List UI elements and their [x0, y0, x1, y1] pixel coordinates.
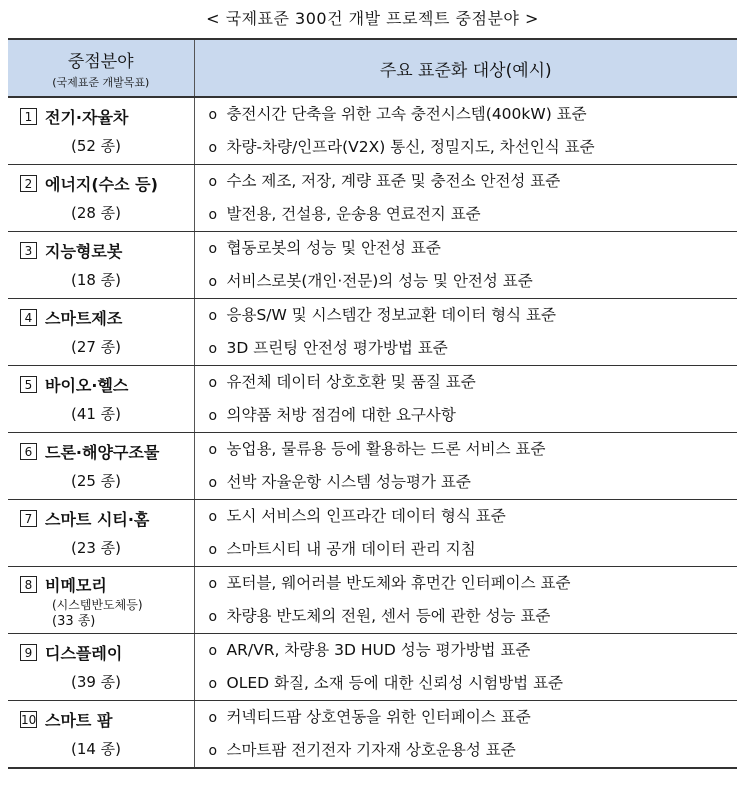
table-row: [8, 97, 737, 165]
standard-item-text: AR/VR, 차량용 3D HUD 성능 평가방법 표준: [226, 641, 531, 659]
standard-item: [195, 600, 738, 633]
target-count: (27 종): [70, 338, 122, 356]
focus-area-name: [20, 235, 194, 265]
table-row: [8, 500, 737, 567]
area-number-box: 8: [20, 576, 37, 593]
target-count: (28 종): [70, 204, 122, 222]
area-number-box: 5: [20, 376, 37, 393]
area-number-box: 6: [20, 443, 37, 460]
bullet-marker: o: [208, 140, 218, 156]
bullet-marker: o: [208, 375, 218, 391]
standards-cell: [194, 366, 737, 433]
area-number-box: 9: [20, 644, 37, 661]
focus-area-name: [20, 503, 194, 533]
standards-cell: [194, 232, 737, 299]
standard-item: [195, 165, 738, 198]
area-name-text: 에너지(수소 등): [45, 174, 158, 194]
standard-item-text: 협동로봇의 성능 및 안전성 표준: [226, 239, 441, 257]
bullet-marker: o: [208, 207, 218, 223]
standard-item: [195, 332, 738, 365]
standards-cell: [194, 634, 737, 701]
bullet-marker: o: [208, 542, 218, 558]
standard-item: [195, 667, 738, 700]
standard-item: [195, 232, 738, 265]
document-title: < 국제표준 300건 개발 프로젝트 중점분야 >: [206, 9, 539, 28]
standard-item-text: 차량-차량/인프라(V2X) 통신, 정밀지도, 차선인식 표준: [226, 138, 595, 156]
focus-area-name: [20, 302, 194, 332]
bullet-marker: o: [208, 509, 218, 525]
bullet-marker: o: [208, 241, 218, 257]
target-count: (23 종): [70, 539, 122, 557]
focus-area-cell: [8, 366, 194, 433]
bullet-marker: o: [208, 710, 218, 726]
bullet-marker: o: [208, 408, 218, 424]
focus-area-name: [20, 101, 194, 131]
area-name-text: 디스플레이: [45, 643, 123, 663]
standard-item-text: 농업용, 물류용 등에 활용하는 드론 서비스 표준: [226, 440, 546, 458]
header-focus-area-label: 중점분야: [67, 51, 134, 72]
area-number-box: 3: [20, 242, 37, 259]
target-count: (52 종): [70, 137, 122, 155]
area-name-text: 스마트제조: [45, 308, 123, 328]
focus-area-cell: [8, 433, 194, 500]
standards-cell: [194, 299, 737, 366]
table-row: [8, 232, 737, 299]
standard-item: [195, 533, 738, 566]
table-header-row: [8, 39, 737, 97]
bullet-marker: o: [208, 576, 218, 592]
bullet-marker: o: [208, 743, 218, 759]
area-number-box: 7: [20, 510, 37, 527]
standard-item: [195, 701, 738, 734]
bullet-marker: o: [208, 341, 218, 357]
standard-item-text: 도시 서비스의 인프라간 데이터 형식 표준: [226, 507, 506, 525]
area-number-box: 2: [20, 175, 37, 192]
standard-item: [195, 198, 738, 231]
standard-item: [195, 634, 738, 667]
standards-cell: [194, 433, 737, 500]
table-body: [8, 97, 737, 768]
focus-area-cell: [8, 232, 194, 299]
standard-item-text: 발전용, 건설용, 운송용 연료전지 표준: [226, 205, 481, 223]
standard-item: [195, 131, 738, 164]
standards-cell: [194, 97, 737, 165]
bullet-marker: o: [208, 643, 218, 659]
standard-item: [195, 567, 738, 600]
area-name-text: 바이오·헬스: [45, 375, 129, 395]
standard-item: [195, 466, 738, 499]
focus-area-name: [20, 369, 194, 399]
focus-area-cell: [8, 165, 194, 232]
bullet-marker: o: [208, 676, 218, 692]
bullet-marker: o: [208, 475, 218, 491]
standard-item: [195, 433, 738, 466]
standard-item: [195, 399, 738, 432]
table-row: [8, 165, 737, 232]
bullet-marker: o: [208, 308, 218, 324]
focus-area-cell: [8, 299, 194, 366]
area-subtitle: (시스템반도체등): [52, 597, 143, 612]
bullet-marker: o: [208, 174, 218, 190]
standard-item: [195, 299, 738, 332]
standard-item-text: 수소 제조, 저장, 계량 표준 및 충전소 안전성 표준: [226, 172, 561, 190]
standard-item-text: OLED 화질, 소재 등에 대한 신뢰성 시험방법 표준: [226, 674, 564, 692]
area-number-box: 10: [21, 712, 37, 727]
standard-item-text: 스마트팜 전기전자 기자재 상호운용성 표준: [226, 741, 516, 759]
focus-area-cell: [8, 567, 194, 634]
bullet-marker: o: [208, 274, 218, 290]
standards-cell: [194, 701, 737, 769]
standard-item-text: 선박 자율운항 시스템 성능평가 표준: [226, 473, 471, 491]
focus-area-name: [20, 436, 194, 466]
area-number-box: 4: [20, 309, 37, 326]
area-name-text: 드론·해양구조물: [45, 442, 160, 462]
target-count: (41 종): [70, 405, 122, 423]
table-row: [8, 433, 737, 500]
target-count: (39 종): [70, 673, 122, 691]
standard-item-text: 포터블, 웨어러블 반도체와 휴먼간 인터페이스 표준: [226, 574, 571, 592]
focus-area-name: [20, 704, 194, 734]
standard-item-text: 커넥티드팜 상호연동을 위한 인터페이스 표준: [226, 708, 531, 726]
standard-item: [195, 366, 738, 399]
standard-item-text: 의약품 처방 점검에 대한 요구사항: [226, 406, 456, 424]
focus-area-cell: [8, 701, 194, 769]
standard-item-text: 차량용 반도체의 전원, 센서 등에 관한 성능 표준: [226, 607, 551, 625]
area-name-text: 스마트 팜: [45, 710, 113, 730]
area-number-box: 1: [20, 108, 37, 125]
table-row: [8, 701, 737, 769]
focus-area-name: [20, 637, 194, 667]
header-focus-area-sublabel: (국제표준 개발목표): [52, 75, 150, 89]
bullet-marker: o: [208, 609, 218, 625]
target-count: (25 종): [70, 472, 122, 490]
standard-item-text: 스마트시티 내 공개 데이터 관리 지침: [226, 540, 476, 558]
area-name-text: 전기·자율차: [45, 107, 129, 127]
standard-item: [195, 98, 738, 131]
target-count: (14 종): [70, 740, 122, 758]
table-row: [8, 366, 737, 433]
bullet-marker: o: [208, 107, 218, 123]
standard-item: [195, 265, 738, 298]
standard-item-text: 충전시간 단축을 위한 고속 충전시스템(400kW) 표준: [226, 105, 587, 123]
header-focus-area: [8, 39, 194, 97]
standard-item: [195, 734, 738, 767]
standard-item: [195, 500, 738, 533]
bullet-marker: o: [208, 442, 218, 458]
standard-item-text: 3D 프린팅 안전성 평가방법 표준: [226, 339, 448, 357]
focus-area-name: [20, 168, 194, 198]
area-name-text: 지능형로봇: [45, 241, 123, 261]
standard-item-text: 응용S/W 및 시스템간 정보교환 데이터 형식 표준: [226, 306, 556, 324]
table-row: [8, 634, 737, 701]
standard-item-text: 서비스로봇(개인·전문)의 성능 및 안전성 표준: [226, 272, 533, 290]
focus-area-table: [8, 38, 737, 769]
standard-item-text: 유전체 데이터 상호호환 및 품질 표준: [226, 373, 476, 391]
focus-area-cell: [8, 97, 194, 165]
header-standardization-targets: 주요 표준화 대상(예시): [194, 39, 737, 97]
target-count: (18 종): [70, 271, 122, 289]
standards-cell: [194, 567, 737, 634]
table-row: [8, 567, 737, 634]
area-name-text: 비메모리: [45, 576, 107, 595]
standards-cell: [194, 165, 737, 232]
target-count: (33 종): [52, 613, 96, 629]
focus-area-cell: [8, 634, 194, 701]
table-row: [8, 299, 737, 366]
area-name-text: 스마트 시티·홈: [45, 509, 150, 529]
standards-cell: [194, 500, 737, 567]
focus-area-cell: [8, 500, 194, 567]
